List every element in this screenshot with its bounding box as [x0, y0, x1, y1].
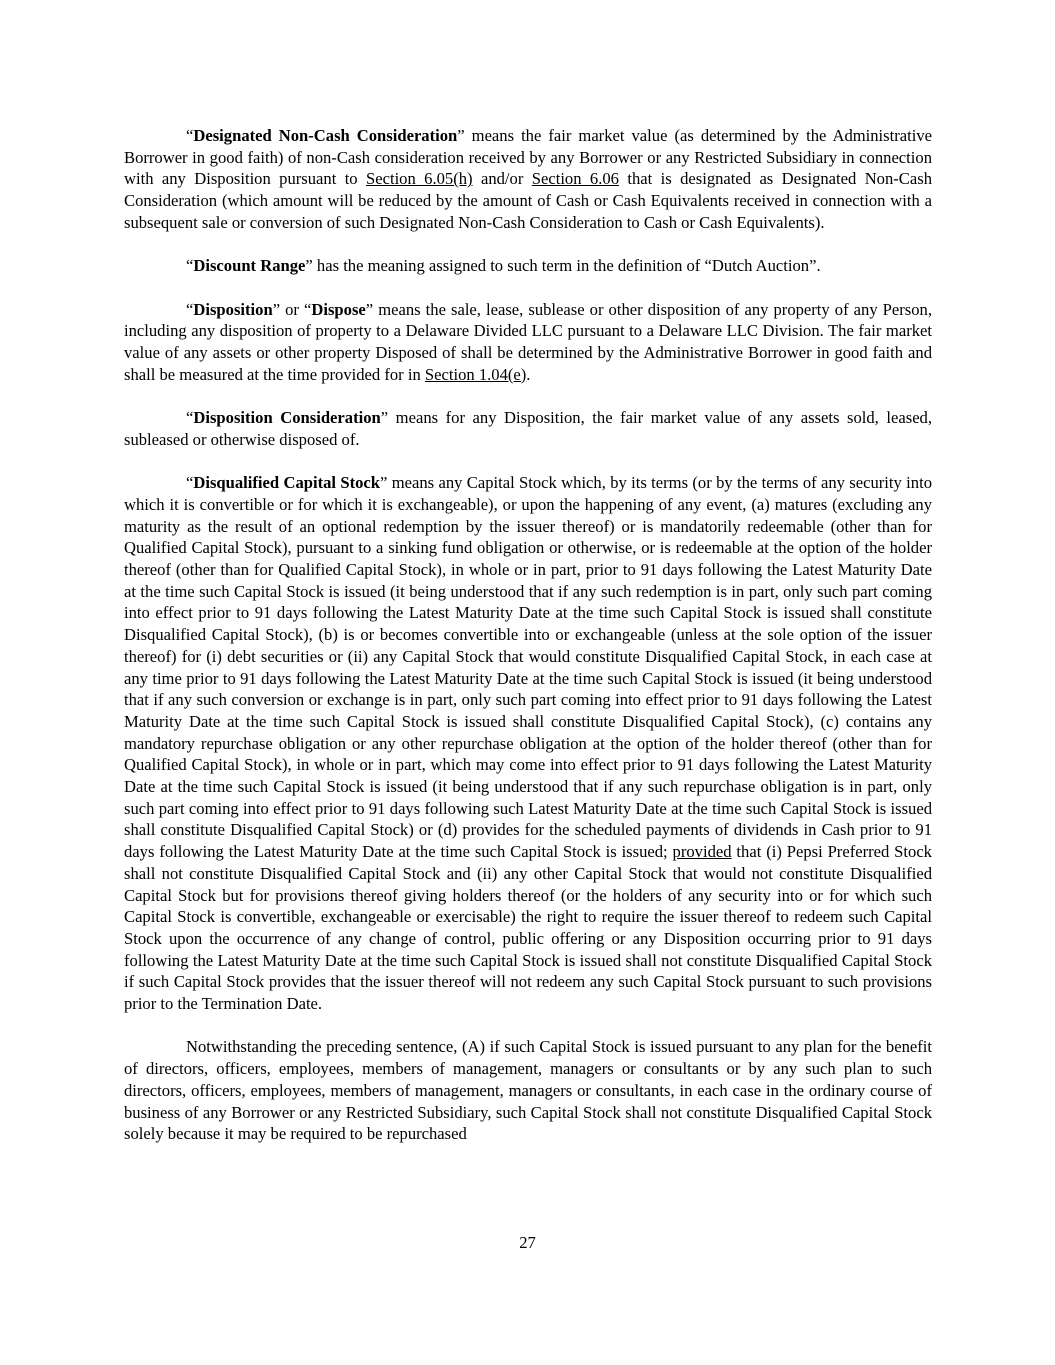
- text-segment: ” means for any Disposition, the fair market value of any assets sold, leased, subleased or otherwise disposed of.: [124, 408, 933, 449]
- cross-reference: Section 1.04(e): [424, 364, 527, 384]
- definition-designated-non-cash-consideration: [124, 125, 932, 234]
- text-segment: ” means the fair market value (as determined by the Administrative Borrower in good faith) of non-Cash consideration received by any Borrower or any Restricted Subsidiary in connection with any Disposition pursuant to: [124, 126, 933, 189]
- text-segment: ” means the sale, lease, sublease or other disposition of any property of any Person, including any disposition of property to a Delaware Divided LLC pursuant to a Delaware LLC Division. The fair market value of any assets or other property Disposed of shall be determined by the Administrative Borrower in good faith and shall be measured at the time provided for in: [124, 299, 933, 384]
- cross-reference: provided: [672, 842, 732, 862]
- cross-reference: Section 6.05(h): [366, 169, 473, 189]
- definition-disposition-consideration: [124, 407, 932, 450]
- text-segment: “: [186, 473, 194, 493]
- text-segment: ” means any Capital Stock which, by its terms (or by the terms of any security into which it is convertible or for which it is exchangeable), or upon the happening of any event, (a) matures (excluding any maturity as the result of an optional redemption by the issuer thereof) or is mandatorily redeemable (other than for Qualified Capital Stock), pursuant to a sinking fund obligation or otherwise, or is redeemable at the option of the holder thereof (other than for Qualified Capital Stock), in whole or in part, prior to 91 days following the Latest Maturity Date at the time such Capital Stock is issued (it being understood that if any such redemption is in part, only such part coming into effect prior to 91 days following the Latest Maturity Date at the time such Capital Stock is issued shall constitute Disqualified Capital Stock), (b) is or becomes convertible into or exchangeable (unless at the sole option of the issuer thereof) for (i) debt securities or (ii) any Capital Stock that would constitute Disqualified Capital Stock, in each case at any time prior to 91 days following the Latest Maturity Date at the time such Capital Stock is issued (it being understood that if any such conversion or exchange is in part, only such part coming into effect prior to 91 days following the Latest Maturity Date at the time such Capital Stock is issued shall constitute Disqualified Capital Stock), (c) contains any mandatory repurchase obligation or any other repurchase obligation at the option of the holder thereof (other than for Qualified Capital Stock), in whole or in part, which may come into effect prior to 91 days following the Latest Maturity Date at the time such Capital Stock is issued (it being understood that if any such repurchase obligation is in part, only such part coming into effect prior to 91 days following such Latest Maturity Date at the time such Capital Stock is issued shall constitute Disqualified Capital Stock) or (d) provides for the scheduled payments of dividends in Cash prior to 91 days following the Latest Maturity Date at the time such Capital Stock is issued;: [124, 473, 932, 862]
- text-segment: and/or: [472, 169, 532, 189]
- definition-disqualified-capital-stock: [124, 472, 932, 1015]
- defined-term: Disposition Consideration: [193, 408, 381, 428]
- defined-term: Discount Range: [193, 256, 306, 276]
- definition-disposition: [124, 299, 932, 386]
- document-page: [124, 125, 932, 1167]
- text-segment: “: [186, 299, 194, 319]
- text-segment: that (i) Pepsi Preferred Stock shall not constitute Disqualified Capital Stock and (ii) any other Capital Stock that would not constitute Disqualified Capital Stock but for provisions thereof giving holders thereof (or the holders of any security into or for which such Capital Stock is convertible, exchangeable or exercisable) the right to require the issuer thereof to redeem such Capital Stock upon the occurrence of any change of control, public offering or any Disposition occurring prior to 91 days following the Latest Maturity Date at the time such Capital Stock is issued shall not constitute Disqualified Capital Stock if such Capital Stock provides that the issuer thereof will not redeem any such Capital Stock pursuant to such provisions prior to the Termination Date.: [124, 842, 932, 1014]
- defined-term: Disposition: [193, 299, 273, 319]
- text-segment: “: [186, 408, 194, 428]
- page-number: 27: [519, 1233, 536, 1252]
- defined-term: Dispose: [311, 299, 366, 319]
- defined-term: Disqualified Capital Stock: [193, 473, 381, 493]
- text-segment: ” or “: [272, 299, 312, 319]
- text-segment: that is designated as Designated Non-Cash Consideration (which amount will be reduced by the amount of Cash or Cash Equivalents received in connection with a subsequent sale or conversion of such Designated Non-Cash Consideration to Cash or Cash Equivalents).: [124, 169, 932, 232]
- text-segment: “: [186, 256, 194, 276]
- text-segment: Notwithstanding the preceding sentence, (A) if such Capital Stock is issued pursuant to any plan for the benefit of directors, officers, employees, members of management, managers or consultants or by any such plan to such directors, officers, employees, members of management, managers or consultants, in each case in the ordinary course of business of any Borrower or any Restricted Subsidiary, such Capital Stock shall not constitute Disqualified Capital Stock solely because it may be required to be repurchased: [124, 1037, 932, 1144]
- notwithstanding-paragraph: [124, 1036, 932, 1145]
- defined-term: Designated Non-Cash Consideration: [193, 126, 458, 145]
- definition-discount-range: [124, 255, 932, 277]
- text-segment: ” has the meaning assigned to such term in the definition of “Dutch Auction”.: [305, 256, 821, 276]
- text-segment: “: [186, 126, 194, 145]
- cross-reference: Section 6.06: [531, 169, 619, 189]
- text-segment: .: [526, 364, 531, 384]
